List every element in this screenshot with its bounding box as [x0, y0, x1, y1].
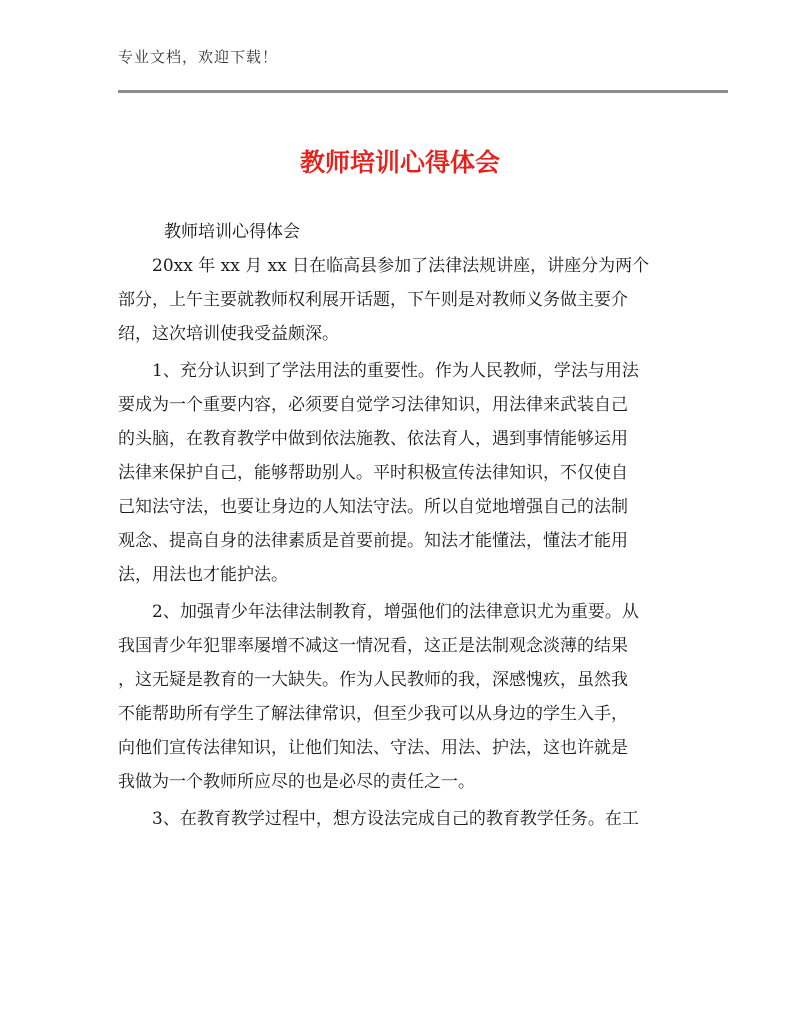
paragraph-line: 要成为一个重要内容，必须要自觉学习法律知识，用法律来武装自己 [118, 395, 628, 415]
paragraph-intro [118, 249, 682, 351]
paragraph-line: 2、加强青少年法律法制教育，增强他们的法律意识尤为重要。从 [152, 602, 639, 622]
paragraph-line: 部分，上午主要就教师权利展开话题，下午则是对教师义务做主要介 [118, 290, 628, 310]
paragraph-line: 绍，这次培训使我受益颇深。 [118, 324, 339, 344]
paragraph-line: 向他们宣传法律知识，让他们知法、守法、用法、护法，这也许就是 [118, 738, 628, 758]
paragraph-line: 1、充分认识到了学法用法的重要性。作为人民教师，学法与用法 [152, 361, 639, 381]
paragraph-line: 己知法守法，也要让身边的人知法守法。所以自觉地增强自己的法制 [118, 497, 628, 517]
paragraph-line: 3、在教育教学过程中，想方设法完成自己的教育教学任务。在工 [152, 809, 639, 829]
document-body [118, 215, 682, 836]
paragraph-line: 我国青少年犯罪率屡增不减这一情况看，这正是法制观念淡薄的结果 [118, 636, 628, 656]
paragraph-point-1 [118, 354, 682, 592]
paragraph-line: 观念、提高自身的法律素质是首要前提。知法才能懂法，懂法才能用 [118, 531, 628, 551]
paragraph-point-2 [118, 595, 682, 799]
paragraph-line: 法律来保护自己，能够帮助别人。平时积极宣传法律知识，不仅使自 [118, 463, 628, 483]
document-title: 教师培训心得体会 [299, 148, 500, 177]
paragraph-point-3 [118, 802, 682, 836]
paragraph-line: 法，用法也才能护法。 [118, 565, 288, 585]
paragraph-line: 不能帮助所有学生了解法律常识，但至少我可以从身边的学生入手， [118, 704, 628, 724]
paragraph-line: ，这无疑是教育的一大缺失。作为人民教师的我，深感愧疚，虽然我 [118, 670, 628, 690]
paragraph-line: 我做为一个教师所应尽的也是必尽的责任之一。 [118, 772, 475, 792]
header-note: 专业文档，欢迎下载！ [118, 48, 279, 66]
paragraph-line: 的头脑，在教育教学中做到依法施教、依法育人，遇到事情能够运用 [118, 429, 628, 449]
document-subtitle: 教师培训心得体会 [164, 222, 300, 242]
header-divider [118, 90, 728, 93]
paragraph-line: 20xx 年 xx 月 xx 日在临高县参加了法律法规讲座，讲座分为两个 [152, 256, 650, 276]
